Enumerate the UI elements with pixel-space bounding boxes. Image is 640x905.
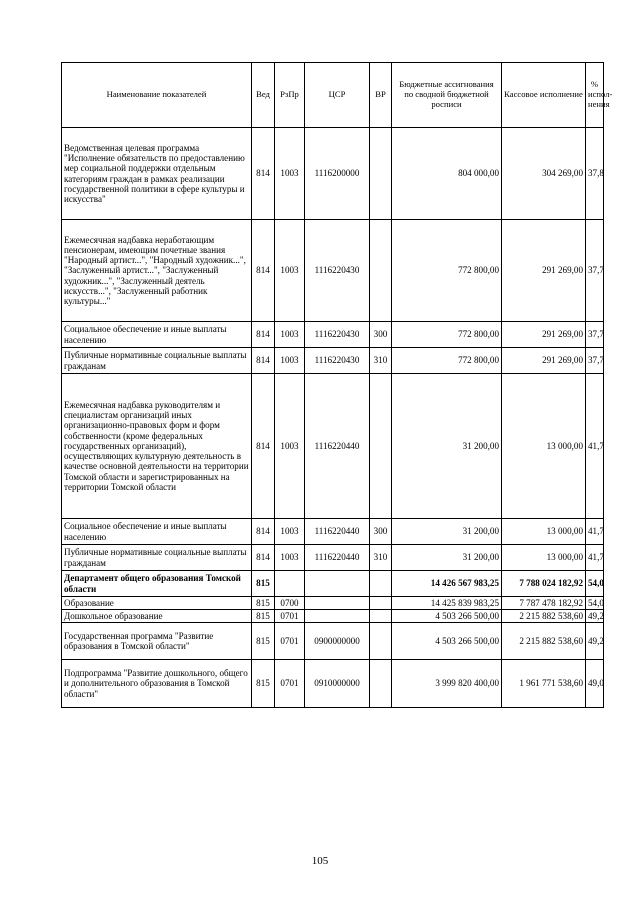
- row-cash: 7 787 478 182,92: [502, 597, 586, 610]
- row-cash: 1 961 771 538,60: [502, 660, 586, 708]
- row-vr: [370, 597, 392, 610]
- row-rzpr: 1003: [275, 374, 305, 519]
- budget-execution-table: [61, 62, 613, 708]
- row-cash: 291 269,00: [502, 220, 586, 322]
- row-ved: 815: [252, 660, 275, 708]
- row-pct: 37,8: [586, 128, 604, 220]
- row-rzpr: 0701: [275, 660, 305, 708]
- row-ved: 815: [252, 623, 275, 660]
- row-name: Департамент общего образования Томской области: [64, 573, 241, 594]
- row-csr: 0900000000: [305, 623, 370, 660]
- row-ved: 815: [252, 610, 275, 623]
- row-rzpr: 0701: [275, 623, 305, 660]
- row-pct: 54,0: [586, 571, 604, 597]
- row-rzpr: 1003: [275, 220, 305, 322]
- table-row: [62, 597, 604, 610]
- row-plan: 772 800,00: [392, 348, 502, 374]
- row-cash: 2 215 882 538,60: [502, 610, 586, 623]
- row-rzpr: [275, 571, 305, 597]
- row-name: Подпрограмма "Развитие дошкольного, общего и дополнительного образования в Томской области": [64, 668, 248, 699]
- row-csr: 1116220430: [305, 322, 370, 348]
- row-vr: 300: [370, 322, 392, 348]
- row-rzpr: 0700: [275, 597, 305, 610]
- row-cash: 13 000,00: [502, 519, 586, 545]
- row-plan: 14 425 839 983,25: [392, 597, 502, 610]
- page-number: 105: [311, 855, 329, 867]
- header-ved: Вед: [252, 63, 275, 128]
- row-name: Государственная программа "Развитие образования в Томской области": [64, 630, 214, 651]
- header-vr: ВР: [370, 63, 392, 128]
- row-ved: 814: [252, 348, 275, 374]
- row-pct: 41,7: [586, 545, 604, 571]
- row-plan: 772 800,00: [392, 220, 502, 322]
- row-csr: 1116220430: [305, 348, 370, 374]
- table-row: [62, 348, 604, 374]
- row-vr: [370, 128, 392, 220]
- row-ved: 814: [252, 128, 275, 220]
- row-plan: 31 200,00: [392, 545, 502, 571]
- row-name: Ежемесячная надбавка неработающим пенсионерам, имеющим почетные звания "Народный артист...", "Народный художник...", "Заслуженный артист...", "Заслуженный художник...", "Заслуженный деятель искусств...", "Заслуженный работник культуры...": [64, 234, 246, 307]
- table-row: [62, 545, 604, 571]
- table-row: [62, 519, 604, 545]
- row-ved: 814: [252, 374, 275, 519]
- header-cash: Кассовое исполнение: [502, 63, 586, 128]
- row-cash: 13 000,00: [502, 374, 586, 519]
- row-csr: 1116220430: [305, 220, 370, 322]
- row-rzpr: 1003: [275, 545, 305, 571]
- header-rzpr: РзПр: [275, 63, 305, 128]
- row-csr: [305, 597, 370, 610]
- row-name: Социальное обеспечение и иные выплаты населению: [64, 324, 227, 345]
- row-vr: [370, 220, 392, 322]
- row-vr: [370, 610, 392, 623]
- row-name: Ведомственная целевая программа "Исполнение обязательств по предоставлению мер социальной поддержки отдельным категориям граждан в рамках реализации государственной политики в сфере культуры и искусства": [64, 142, 245, 205]
- row-cash: 291 269,00: [502, 348, 586, 374]
- row-pct: 37,7: [586, 322, 604, 348]
- row-name: Публичные нормативные социальные выплаты гражданам: [64, 547, 247, 568]
- row-plan: 3 999 820 400,00: [392, 660, 502, 708]
- row-rzpr: 1003: [275, 322, 305, 348]
- row-csr: 1116220440: [305, 519, 370, 545]
- row-name: Социальное обеспечение и иные выплаты населению: [64, 521, 227, 542]
- row-plan: 31 200,00: [392, 374, 502, 519]
- row-cash: 13 000,00: [502, 545, 586, 571]
- header-name: Наименование показателей: [62, 63, 252, 128]
- table-row: [62, 128, 604, 220]
- table-row: [62, 220, 604, 322]
- table-header-row: [62, 63, 604, 128]
- header-csr: ЦСР: [305, 63, 370, 128]
- row-pct: 41,7: [586, 519, 604, 545]
- row-csr: 1116220440: [305, 545, 370, 571]
- row-cash: 291 269,00: [502, 322, 586, 348]
- row-ved: 815: [252, 597, 275, 610]
- row-pct: 37,7: [586, 348, 604, 374]
- row-plan: 804 000,00: [392, 128, 502, 220]
- header-pct: % испол-нения: [586, 63, 604, 128]
- row-pct: 41,7: [586, 374, 604, 519]
- row-pct: 37,7: [586, 220, 604, 322]
- row-plan: 14 426 567 983,25: [392, 571, 502, 597]
- row-rzpr: 1003: [275, 348, 305, 374]
- row-ved: 814: [252, 322, 275, 348]
- row-name: Ежемесячная надбавка руководителям и специалистам организаций иных организационно-правовых форм и форм собственности (кроме федеральных государственных организаций), осуществляющих культурную деятельность в качестве основной деятельности на территории Томской области и зарегистрированных на территории Томской области: [64, 399, 249, 492]
- row-ved: 814: [252, 220, 275, 322]
- row-cash: 304 269,00: [502, 128, 586, 220]
- row-cash: 2 215 882 538,60: [502, 623, 586, 660]
- row-pct: 49,2: [586, 623, 604, 660]
- row-vr: [370, 623, 392, 660]
- row-ved: 814: [252, 545, 275, 571]
- header-plan: Бюджетные ассигнования по сводной бюджетной росписи: [392, 63, 502, 128]
- table-row: [62, 322, 604, 348]
- row-plan: 4 503 266 500,00: [392, 610, 502, 623]
- table-row: [62, 374, 604, 519]
- row-pct: 54,0: [586, 597, 604, 610]
- row-csr: 1116220440: [305, 374, 370, 519]
- row-rzpr: 0701: [275, 610, 305, 623]
- row-name: Дошкольное образование: [64, 610, 163, 621]
- row-csr: 0910000000: [305, 660, 370, 708]
- row-vr: [370, 374, 392, 519]
- row-vr: 310: [370, 545, 392, 571]
- row-plan: 31 200,00: [392, 519, 502, 545]
- row-name: Образование: [64, 597, 114, 608]
- row-ved: 815: [252, 571, 275, 597]
- row-cash: 7 788 024 182,92: [502, 571, 586, 597]
- row-vr: 300: [370, 519, 392, 545]
- row-rzpr: 1003: [275, 519, 305, 545]
- row-ved: 814: [252, 519, 275, 545]
- row-csr: 1116200000: [305, 128, 370, 220]
- row-vr: [370, 571, 392, 597]
- table-row: [62, 610, 604, 623]
- row-vr: [370, 660, 392, 708]
- row-pct: 49,0: [586, 660, 604, 708]
- row-name: Публичные нормативные социальные выплаты гражданам: [64, 350, 247, 371]
- table-row: [62, 571, 604, 597]
- row-csr: [305, 571, 370, 597]
- row-plan: 772 800,00: [392, 322, 502, 348]
- table-row: [62, 660, 604, 708]
- row-plan: 4 503 266 500,00: [392, 623, 502, 660]
- row-csr: [305, 610, 370, 623]
- row-rzpr: 1003: [275, 128, 305, 220]
- row-vr: 310: [370, 348, 392, 374]
- table-row: [62, 623, 604, 660]
- row-pct: 49,2: [586, 610, 604, 623]
